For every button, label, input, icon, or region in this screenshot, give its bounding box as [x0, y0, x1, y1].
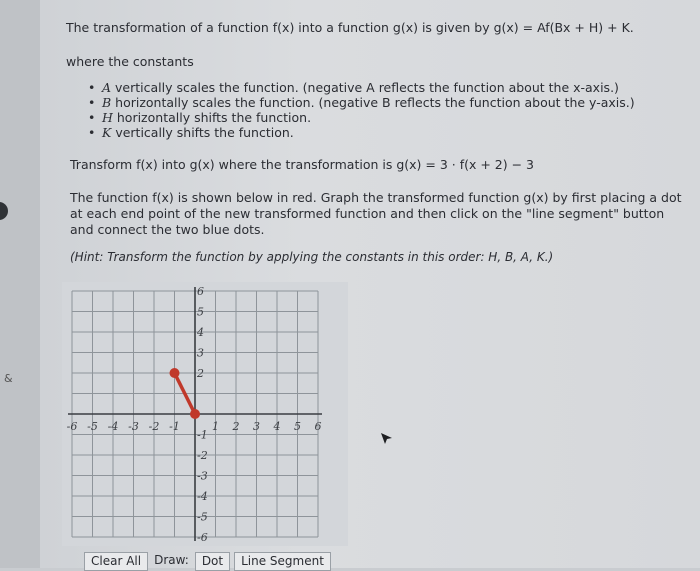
y-tick-label: -1	[197, 428, 208, 442]
graph-toolbar	[84, 552, 331, 571]
transformation-task: Transform f(x) into g(x) where the transformation is g(x) = 3 · f(x + 2) − 3	[70, 157, 534, 172]
dot-button[interactable]: Dot	[195, 552, 230, 571]
y-tick-label: 3	[197, 346, 204, 360]
x-tick-label: 4	[273, 420, 281, 433]
margin-mark: &	[4, 372, 13, 385]
draw-label: Draw:	[154, 553, 189, 567]
left-background	[0, 0, 40, 568]
x-tick-label: -3	[128, 420, 139, 433]
instructions: The function f(x) is shown below in red. Graph the transformed function g(x) by first placing a dot at each end point of the new transformed function and then click on the "line segment" button and connect the two blue dots.	[70, 190, 682, 237]
y-tick-label: -2	[197, 449, 208, 462]
y-tick-label: 5	[197, 305, 204, 319]
constants-list	[82, 80, 635, 140]
x-tick-label: 2	[232, 420, 240, 433]
x-tick-label: 3	[253, 420, 260, 433]
x-tick-label: -4	[107, 420, 119, 433]
x-tick-label: -1	[169, 420, 180, 433]
hint: (Hint: Transform the function by applying the constants in this order: H, B, A, K.)	[70, 250, 554, 264]
bullet-b: • B horizontally scales the function. (negative B reflects the function about the y-axis.)	[82, 95, 635, 110]
bullet-k: • K vertically shifts the function.	[82, 125, 635, 140]
x-tick-label: -2	[148, 420, 160, 433]
y-tick-label: 2	[197, 367, 204, 380]
x-tick-label: 6	[314, 420, 322, 433]
x-tick-label: -6	[66, 420, 78, 433]
y-tick-label: -3	[197, 469, 208, 483]
y-tick-label: -5	[197, 510, 208, 524]
intro-text: The transformation of a function f(x) into a function g(x) is given by g(x) = Af(Bx + H) + K.	[66, 20, 634, 35]
mouse-cursor-icon	[380, 432, 394, 446]
clear-all-button[interactable]: Clear All	[84, 552, 148, 571]
segment-endpoint-end	[190, 409, 200, 419]
bullet-a: • A vertically scales the function. (negative A reflects the function about the x-axis.)	[82, 80, 635, 95]
x-tick-label: 5	[294, 420, 301, 433]
y-tick-label: 4	[197, 326, 204, 339]
line-segment-button[interactable]: Line Segment	[234, 552, 331, 571]
y-tick-label: -6	[197, 531, 208, 544]
graph-canvas[interactable]	[62, 282, 348, 546]
segment-endpoint-start	[170, 368, 180, 378]
y-tick-label: 6	[197, 285, 204, 298]
x-tick-label: -5	[87, 420, 98, 433]
y-tick-label: -4	[197, 490, 208, 503]
constants-intro: where the constants	[66, 54, 194, 69]
x-tick-label: 1	[212, 420, 219, 433]
bullet-h: • H horizontally shifts the function.	[82, 110, 635, 125]
